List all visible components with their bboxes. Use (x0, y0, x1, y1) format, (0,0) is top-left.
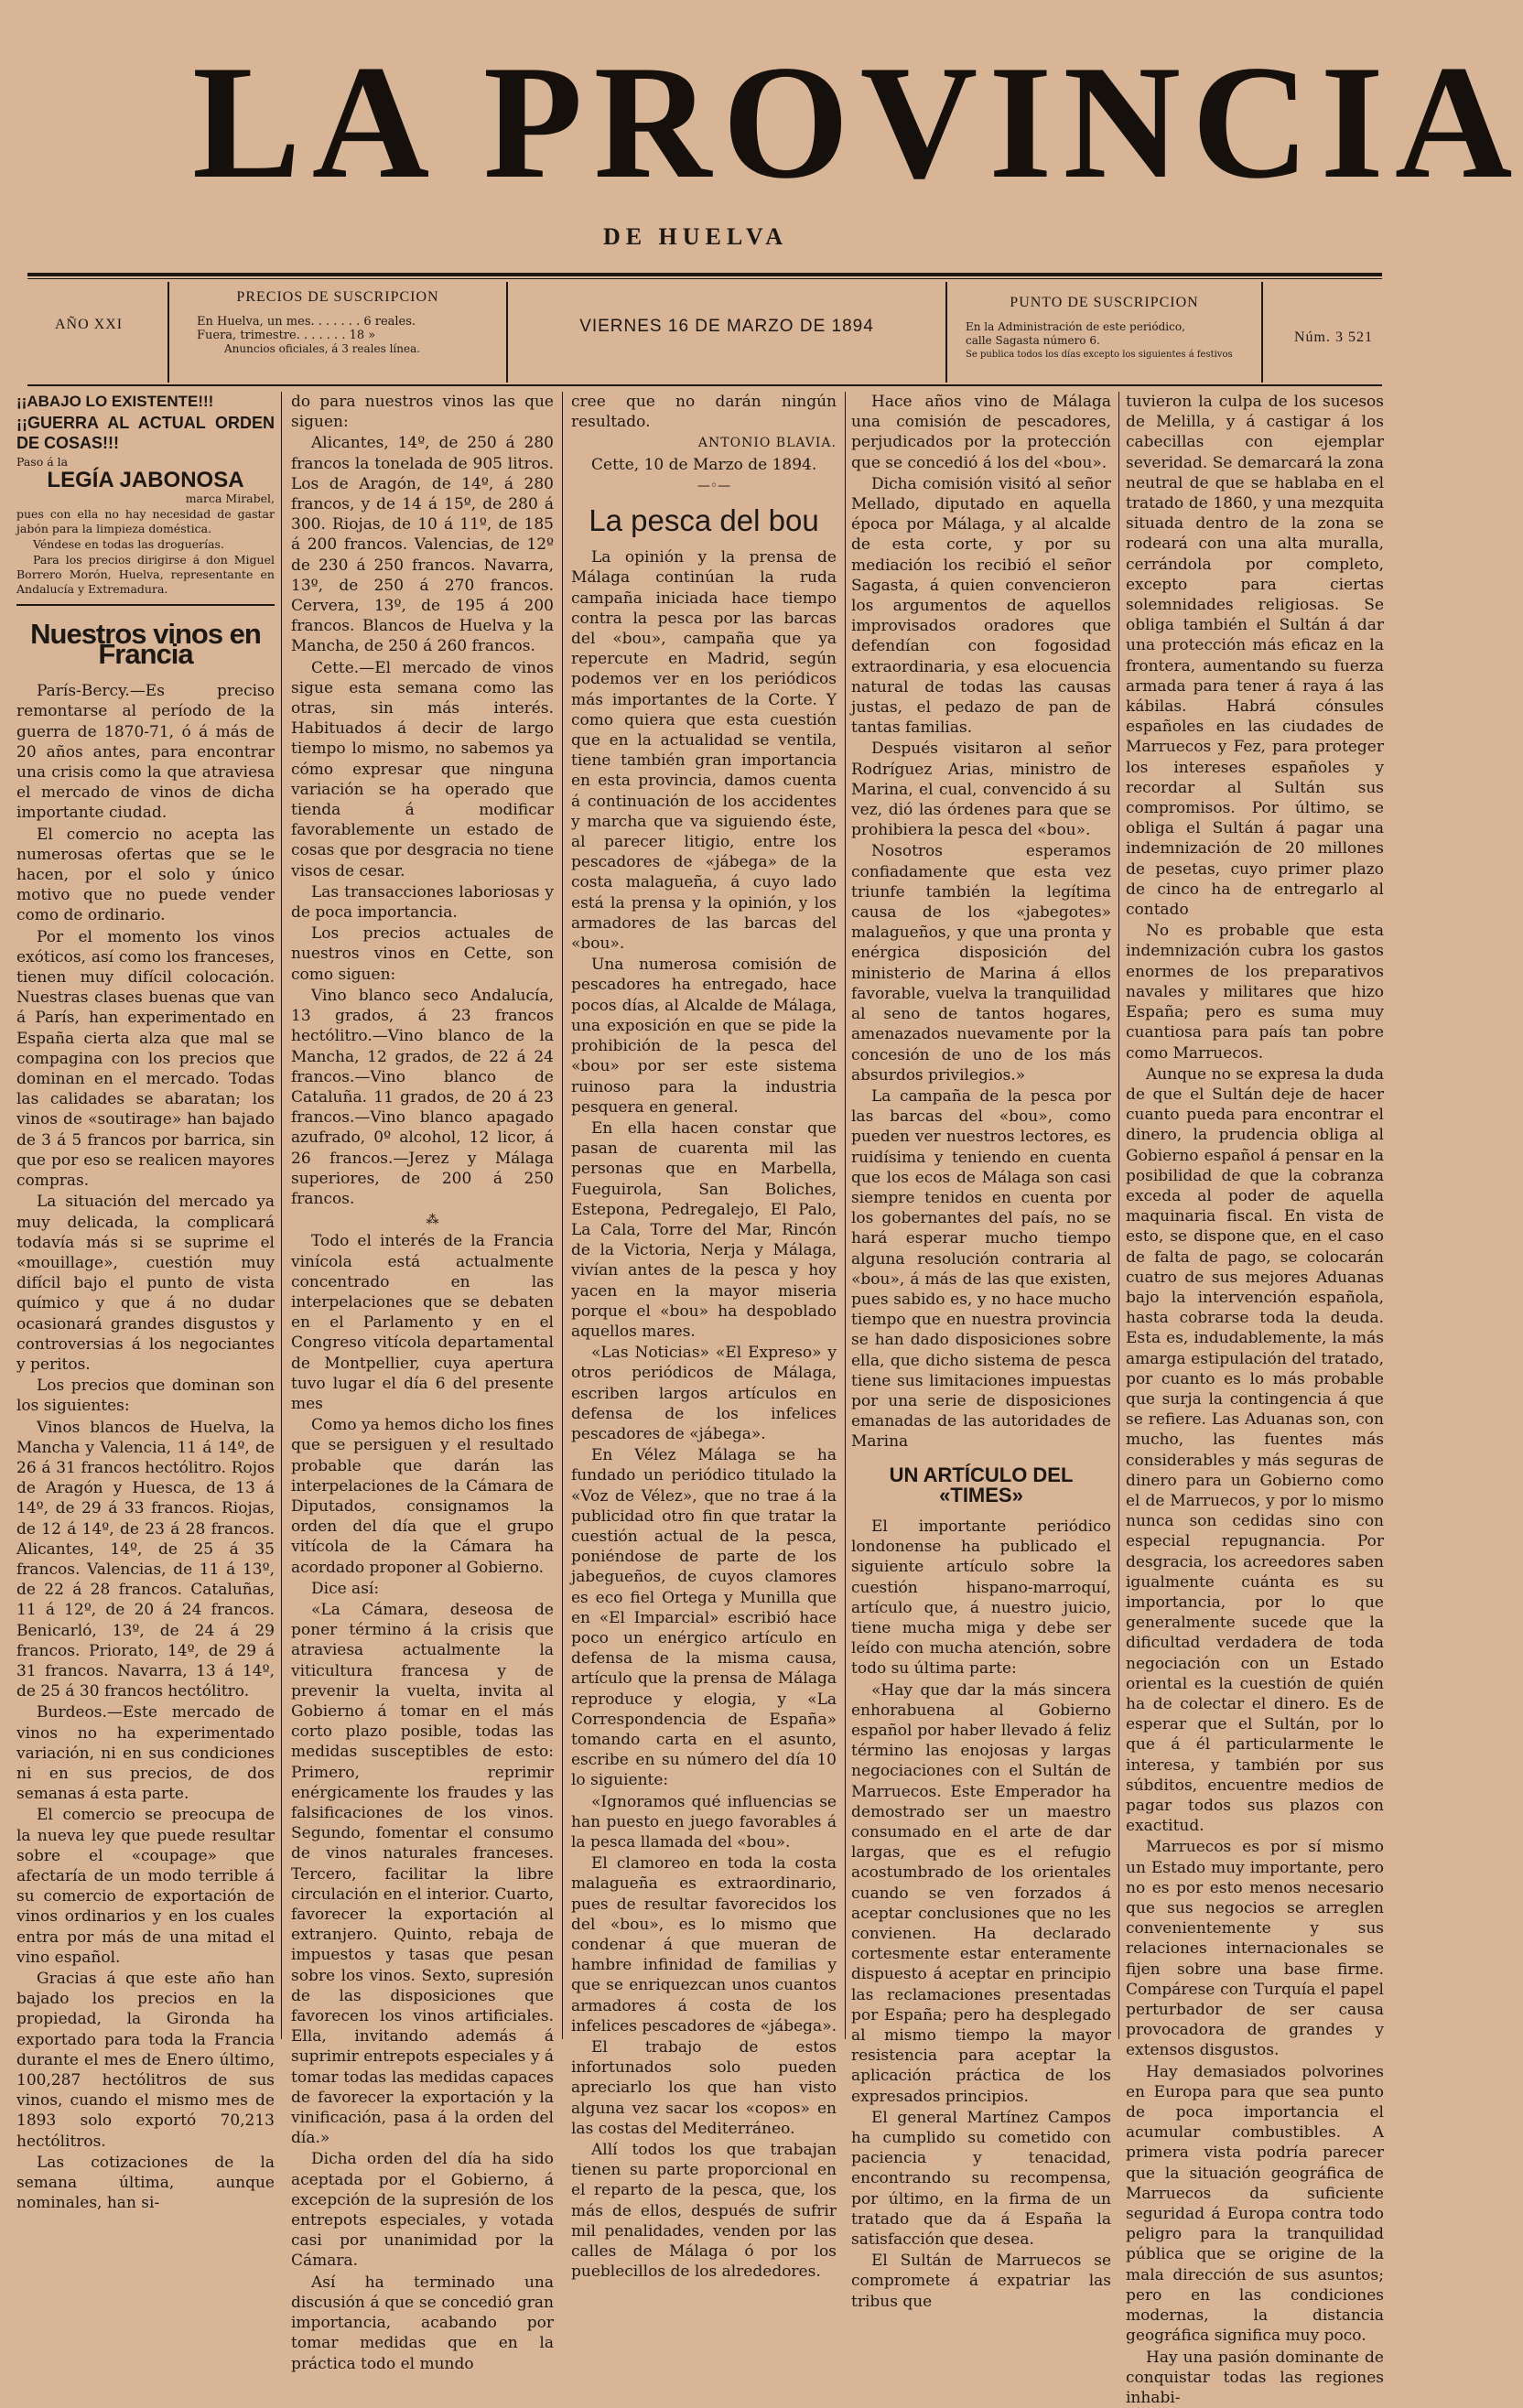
paragraph: Allí todos los que trabajan tienen su parte proporcional en el reparto de la pesca, que, los más de ellos, después de sufrir mil penalidades, venden por las calles de Málaga ó por los pueblecillos de los alrededores. (571, 2140, 837, 2282)
year-label: AÑO XXI (55, 317, 123, 333)
point-line-1: En la Administración de este periódico, (966, 320, 1261, 334)
info-point-cell (947, 282, 1263, 383)
paragraph: El clamoreo en toda la costa malagueña es extraordinario, pues de resultar favorecidos los del «bou», es lo mismo que condenar á que mueran de hambre infinidad de familias y que se enriquezcan unos cuantos armadores á costa de los infelices pescadores de «jábega». (571, 1853, 837, 2036)
paragraph: tuvieron la culpa de los sucesos de Melilla, y á castigar á los cabecillas con ejemplar severidad. Se demarcará la zona neutral de que se hablaba en el tratado de 1860, y una mezquita situada dentro de la zona se rodeará con una alta muralla, cerrándola por completo, excepto para ciertas solemnidades religiosas. Se obliga también el Sultán á dar una protección más eficaz en la frontera, aumentando su fuerza armada para tener á raya á las kábilas. Habrá cónsules españoles en las ciudades de Marruecos y Fez, para proteger los intereses españoles y recordar al Sultán sus compromisos. Por último, se obliga el Sultán á pagar una indemnización de 20 millones de pesetas, cuyo primer plazo de cinco ha de entregarlo al contado (1126, 392, 1384, 920)
paragraph: Las transacciones laboriosas y de poca importancia. (291, 882, 554, 923)
info-prices-cell (169, 282, 508, 383)
info-number-cell (1263, 282, 1382, 383)
column-rule-2 (562, 392, 563, 2039)
newspaper-subtitle: DE HUELVA (513, 223, 879, 251)
paragraph: Dicha comisión visitó al señor Mellado, diputado en aquella época por Málaga, y al alcalde de esta corte, y por su mediación los recibió el señor Sagasta, á quien convencieron los argumentos de aquellos improvisados oradores que defendían con fogosidad extraordinaria, y esa elocuencia natural de todas las causas justas, el pedazo de pan de tantas familias. (851, 474, 1111, 739)
column-2 (291, 392, 554, 2039)
column-3 (571, 392, 837, 2039)
newspaper-title: LA PROVINCIA (192, 35, 1226, 209)
paragraph: Alicantes, 14º, de 250 á 280 francos la tonelada de 905 litros. Los de Aragón, de 14º, á 280 francos, y de 14 á 15º, de 280 á 300. Riojas, de 10 á 11º, de 185 á 200 francos. Valencias, de 12º de 230 á 250 francos. Navarra, 13º, de 250 á 270 francos. Cervera, 13º, de 195 á 200 francos. Blancos de Huelva y la Mancha, de 250 á 260 francos. (291, 433, 554, 656)
info-bar (27, 282, 1382, 383)
prices-title: PRECIOS DE SUSCRIPCION (169, 289, 506, 306)
paragraph: Cette.—El mercado de vinos sigue esta semana como las otras, sin más interés. Habituados á decir de largo tiempo lo mismo, no sabemos ya cómo expresar que ninguna variación se ha operado que tienda á modificar favorablemente un estado de cosas que por desgracia no tiene visos de cesar. (291, 658, 554, 881)
paragraph: En Vélez Málaga se ha fundado un periódico titulado la «Voz de Vélez», que no trae á la publicidad otro fin que tratar la cuestión actual de la pesca, poniéndose de parte de los jabegueños, de cuyos clamores es eco fiel Ortega y Munilla que en «El Imparcial» escribió hace poco un enérgico artículo en defensa de la misma causa, artículo que la prensa de Málaga reproduce y elogia, y «La Correspondencia de España» tomando carta en el asunto, escribe en su número del día 10 lo siguiente: (571, 1445, 837, 1790)
point-line-2: calle Sagasta número 6. (966, 334, 1261, 348)
prices-line-1: En Huelva, un mes. . . . . . . 6 reales. (197, 315, 506, 329)
paragraph: París-Bercy.—Es preciso remontarse al período de la guerra de 1870-71, ó á más de 20 años antes, para encontrar una crisis como la que atraviesa el mercado de vinos de dicha importante ciudad. (16, 681, 275, 823)
masthead (0, 0, 1443, 265)
paragraph: Dice así: (291, 1579, 554, 1599)
signature: ANTONIO BLAVIA. (571, 433, 837, 453)
paragraph: El importante periódico londonense ha publicado el siguiente artículo sobre la cuestión hispano-marroquí, artículo que, á nuestro juicio, tiene mucha miga y debe ser leído con mucha atención, sobre todo su última parte: (851, 1517, 1111, 1679)
issue-number: Núm. 3 521 (1294, 329, 1373, 346)
paragraph: Marruecos es por sí mismo un Estado muy importante, pero no es por esto menos necesario que sus negocios se arreglen convenientemente y sus relaciones internacionales se fijen sobre una base firme. Compárese con Turquía el papel perturbador de ser causa provocadora de grandes y extensos disgustos. (1126, 1837, 1384, 2060)
paragraph: «Hay que dar la más sincera enhorabuena al Gobierno español por haber llevado á feliz término las enojosas y largas negociaciones con el Sultán de Marruecos. Este Emperador ha demostrado ser un maestro consumado en el arte de dar largas, que es el refugio acostumbrado de los orientales cuando se ven forzados á aceptar conclusiones que no les convienen. Ha declarado cortesmente estar enteramente dispuesto á aceptar en principio las reclamaciones presentadas por España; pero ha desplegado al mismo tiempo la mayor resistencia para aceptar la aplicación práctica de los expresados principios. (851, 1680, 1111, 2107)
paragraph: Una numerosa comisión de pescadores ha entregado, hace pocos días, al Alcalde de Málaga, una exposición en que se pide la prohibición de la pesca del «bou» por ser este sistema ruinoso para la industria pesquera en general. (571, 955, 837, 1118)
divider-ornament: —◦— (571, 476, 837, 496)
article-title-pesca: La pesca del bou (571, 511, 837, 531)
ad-line-3: Paso á la (16, 455, 275, 470)
advertisement (16, 392, 275, 597)
paragraph: Los precios actuales de nuestros vinos en Cette, son como siguen: (291, 923, 554, 985)
paragraph: «Las Noticias» «El Expreso» y otros periódicos de Málaga, escriben largos artículos en defensa de los infelices pescadores de «jábega». (571, 1343, 837, 1444)
column-1 (16, 392, 275, 2039)
paragraph: Todo el interés de la Francia vinícola está actualmente concentrado en las interpelaciones que se debaten en el Parlamento y en el Congreso vitícola departamental de Montpellier, cuya apertura tuvo lugar el día 6 del presente mes (291, 1231, 554, 1414)
column-rule-1 (281, 392, 282, 2039)
paragraph: Los precios que dominan son los siguientes: (16, 1376, 275, 1416)
column-5 (1126, 392, 1384, 2039)
info-year-cell (27, 282, 169, 383)
column-4 (851, 392, 1111, 2039)
paragraph: Hace años vino de Málaga una comisión de pescadores, perjudicados por la protección que se concedió á los del «bou». (851, 392, 1111, 473)
paragraph: Así ha terminado una discusión á que se concedió gran importancia, acabando por tomar medidas que en la práctica todo el mundo (291, 2273, 554, 2374)
paragraph: La situación del mercado ya muy delicada, la complicará todavía más si se suprime el «mouillage», cuestión muy difícil bajo el punto de vista químico y que á no dudar ocasionará grandes disgustos y controversias á los negociantes y peritos. (16, 1192, 275, 1375)
paragraph: «La Cámara, deseosa de poner término á la crisis que atraviesa actualmente la viticultura francesa y de prevenir la vuelta, invita al Gobierno á tomar en el más corto plazo posible, todas las medidas susceptibles de esto: Primero, reprimir enérgicamente los fraudes y las falsificaciones de los vinos. Segundo, fomentar el consumo de vinos naturales franceses. Tercero, facilitar la libre circulación en el interior. Cuarto, favorecer la exportación al extranjero. Quinto, rebaja de impuestos y tasas que pesan sobre los vinos. Sexto, supresión de las disposiciones que favorecen los vinos artificiales. Ella, invitando además á suprimir entrepots especiales y á tomar todas las medidas capaces de favorecer la exportación y la vinificación, pasa á la orden del día.» (291, 1600, 554, 2148)
infobar-bottom-rule (27, 384, 1382, 386)
paragraph: Por el momento los vinos exóticos, así como los franceses, tienen muy difícil colocación. Nuestras clases buenas que van á París, han experimentado en España cierta alza que mal se compagina con los precios que dominan en el mercado. Todas las calidades se abaratan; los vinos de «soutirage» han bajado de 3 á 5 francos por barrica, sin que por eso se realicen mayores compras. (16, 927, 275, 1192)
paragraph: cree que no darán ningún resultado. (571, 392, 837, 432)
ad-line-6: Para los precios dirigirse á don Miguel Borrero Morón, Huelva, representante en Andalucía y Extremadura. (16, 553, 275, 597)
paragraph: Aunque no se expresa la duda de que el Sultán deje de hacer cuanto pueda para encontrar el dinero, la prudencia obliga al Gobierno español á pensar en la posibilidad de que la cobranza exceda al poder de aquella maquinaria fiscal. En vista de esto, se dispone que, en el caso de falta de pago, se colocarán cuatro de sus mejores Aduanas bajo la intervención española, hasta cobrarse toda la deuda. Esta es, indudablemente, la más amarga estipulación del tratado, por cuanto es lo más probable que surja la contingencia á que se refiere. Las Aduanas son, con mucho, las fuentes más considerables y más seguras de dinero para un Gobierno como el de Marruecos, y por lo mismo nunca son cedidas sino con especial repugnancia. Por desgracia, los acreedores saben igualmente cuánta es su importancia, por lo que generalmente sucede que la dificultad verdadera de toda negociación con un Estado oriental es la cuestión de quién ha de colectar el dinero. Es de esperar que el Sultán, por lo que á él particularmente le interesa, y también por sus súbditos, encuentre medios de pagar todos sus plazos con exactitud. (1126, 1064, 1384, 1837)
ad-mark: marca Mirabel, (16, 491, 275, 506)
prices-line-2: Fuera, trimestre. . . . . . . 18 » (197, 329, 506, 342)
paragraph: Después visitaron al señor Rodríguez Arias, ministro de Marina, el cual, convencido á su vez, dió las órdenes para que se prohibiera la pesca del «bou». (851, 739, 1111, 840)
paragraph: Hay una pasión dominante de conquistar todas las regiones inhabi- (1126, 2348, 1384, 2408)
article-title-vinos: Nuestros vinos en Francia (16, 624, 275, 664)
paragraph: El general Martínez Campos ha cumplido su cometido con paciencia y tenacidad, encontrando su recompensa, por último, en la firma de un tratado que da á España la satisfacción que desea. (851, 2108, 1111, 2250)
top-rule (27, 273, 1382, 276)
paragraph: Burdeos.—Este mercado de vinos no ha experimentado variación, ni en sus condiciones ni en sus precios, de dos semanas á esta parte. (16, 1702, 275, 1804)
paragraph: El comercio se preocupa de la nueva ley que puede resultar sobre el «coupage» que afectaría de un modo terrible á su comercio de exportación de vinos ordinarios y en los cuales entra por más de una mitad el vino español. (16, 1805, 275, 1968)
paragraph: La opinión y la prensa de Málaga continúan la ruda campaña iniciada hace tiempo contra la pesca por las barcas del «bou», campaña que ya repercute en Madrid, según podemos ver en los periódicos más importantes de la Corte. Y como quiera que esta cuestión que en la actualidad se ventila, tiene también gran importancia en esta provincia, damos cuenta á continuación de los accidentes y marcha que va siguiendo éste, al parecer litigio, entre los pescadores de «jábega» de la costa malagueña, á cuyo lado está la prensa y la opinión, y los armadores de las barcas del «bou». (571, 547, 837, 954)
paragraph: El comercio no acepta las numerosas ofertas que se le hacen, por el solo y único motivo que no puede vender como de ordinario. (16, 825, 275, 926)
ad-brand: LEGÍA JABONOSA (16, 470, 275, 491)
paragraph: Gracias á que este año han bajado los precios en la propiedad, la Gironda ha exportado para toda la Francia durante el mes de Enero último, 100,287 hectólitros de sus vinos, cuando el mismo mes de 1893 solo exportó 70,213 hectólitros. (16, 1969, 275, 2152)
paragraph: No es probable que esta indemnización cubra los gastos enormes de los preparativos navales y militares que hizo España; pero es suma muy cuantiosa para país tan pobre como Marruecos. (1126, 921, 1384, 1063)
issue-date: VIERNES 16 DE MARZO DE 1894 (508, 317, 945, 337)
dateline: Cette, 10 de Marzo de 1894. (571, 455, 837, 475)
paragraph: La campaña de la pesca por las barcas del «bou», como pueden ver nuestros lectores, es ruidísima y teniendo en cuenta que los ecos de Málaga son casi siempre tenidos en cuenta por los gobernantes del país, no se hará esperar mucho tiempo alguna resolución contraria al «bou», á más de las que existen, pues sabido es, y no hace mucho tiempo que en nuestra provincia se han dado disposiciones sobre ella, que dicho sistema de pesca tiene sus limitaciones impuestas por una serie de disposiciones emanadas de las autoridades de Marina (851, 1086, 1111, 1452)
paragraph: Como ya hemos dicho los fines que se persiguen y el resultado probable que darán las interpelaciones de la Cámara de Diputados, consignamos la orden del día que el grupo vitícola de la Cámara ha acordado proponer al Gobierno. (291, 1415, 554, 1578)
prices-line-3: Anuncios oficiales, á 3 reales línea. (224, 342, 506, 356)
article-title-times: UN ARTÍCULO DEL «TIMES» (851, 1465, 1111, 1506)
column-rule-4 (1118, 392, 1119, 2039)
ad-line-1: ¡¡ABAJO LO EXISTENTE!!! (16, 392, 275, 412)
point-title: PUNTO DE SUSCRIPCION (947, 295, 1261, 311)
paragraph: Dicha orden del día ha sido aceptada por el Gobierno, á excepción de la supresión de los entrepots especiales, y votada casi por unanimidad por la Cámara. (291, 2149, 554, 2271)
paragraph: Vino blanco seco Andalucía, 13 grados, á 23 francos hectólitro.—Vino blanco de la Mancha, 12 grados, de 22 á 24 francos.—Vino blanco de Cataluña. 11 grados, de 20 á 23 francos.—Vino blanco apagado azufrado, 0º alcohol, 12 licor, á 26 francos.—Jerez y Málaga superiores, de 200 á 250 francos. (291, 986, 554, 1209)
paragraph: El Sultán de Marruecos se compromete á expatriar las tribus que (851, 2251, 1111, 2312)
ad-line-4: pues con ella no hay necesidad de gastar jabón para la limpieza doméstica. (16, 507, 275, 536)
paragraph: do para nuestros vinos las que siguen: (291, 392, 554, 432)
point-line-3: Se publica todos los días excepto los siguientes á festivos (966, 348, 1261, 362)
paragraph: En ella hacen constar que pasan de cuarenta mil las personas que en Marbella, Fueguirola, San Boliches, Estepona, Pedregalejo, El Palo, La Cala, Torre del Mar, Rincón de la Victoria, Nerja y Málaga, vivían antes de la pesca y hoy yacen en la mayor miseria porque el «bou» ha despoblado aquellos mares. (571, 1118, 837, 1342)
paragraph: Hay demasiados polvorines en Europa para que sea punto de poca importancia el acumular combustibles. A primera vista podría parecer que la situación geográfica de Marruecos da suficiente seguridad á Europa contra todo peligro para la tranquilidad pública que se origine de la mala dirección de sus asuntos; pero en las condiciones modernas, la distancia geográfica significa muy poco. (1126, 2062, 1384, 2347)
ad-line-2: ¡¡GUERRA AL ACTUAL ORDEN DE COSAS!!! (16, 413, 275, 453)
info-date-cell (508, 282, 947, 383)
paragraph: El trabajo de estos infortunados solo pueden apreciarlo los que han visto alguna vez sacar los «copos» en las costas del Mediterráneo. (571, 2037, 837, 2139)
ad-line-5: Véndese en todas las droguerías. (16, 537, 275, 552)
top-rule-thin (27, 278, 1382, 279)
column-rule-3 (845, 392, 846, 2039)
paragraph: Nosotros esperamos confiadamente que esta vez triunfe también la legítima causa de los «jabegotes» malagueños, y que una pronta y enérgica disposición del ministerio de Marina á ellos favorable, vuelva la tranquilidad al seno de tantos hogares, amenazados nuevamente por la concesión de uno de los más absurdos privilegios.» (851, 841, 1111, 1085)
ad-divider (16, 604, 275, 606)
paragraph: Las cotizaciones de la semana última, aunque nominales, han si- (16, 2153, 275, 2214)
paragraph: Vinos blancos de Huelva, la Mancha y Valencia, 11 á 14º, de 26 á 31 francos hectólitro. Rojos de Aragón y Huesca, de 13 á 14º, de 29 á 33 francos. Riojas, de 12 á 14º, de 23 á 28 francos. Alicantes, 14º, de 25 á 35 francos. Valencias, de 11 á 13º, de 22 á 28 francos. Cataluñas, 11 á 12º, de 20 á 24 francos. Benicarló, 13º, de 24 á 29 francos. Priorato, 14º, de 29 á 31 francos. Navarra, 13 á 14º, de 25 á 30 francos hectólitro. (16, 1418, 275, 1702)
paragraph: «Ignoramos qué influencias se han puesto en juego favorables á la pesca llamada del «bou». (571, 1792, 837, 1853)
ornament: ⁂ (291, 1210, 554, 1230)
